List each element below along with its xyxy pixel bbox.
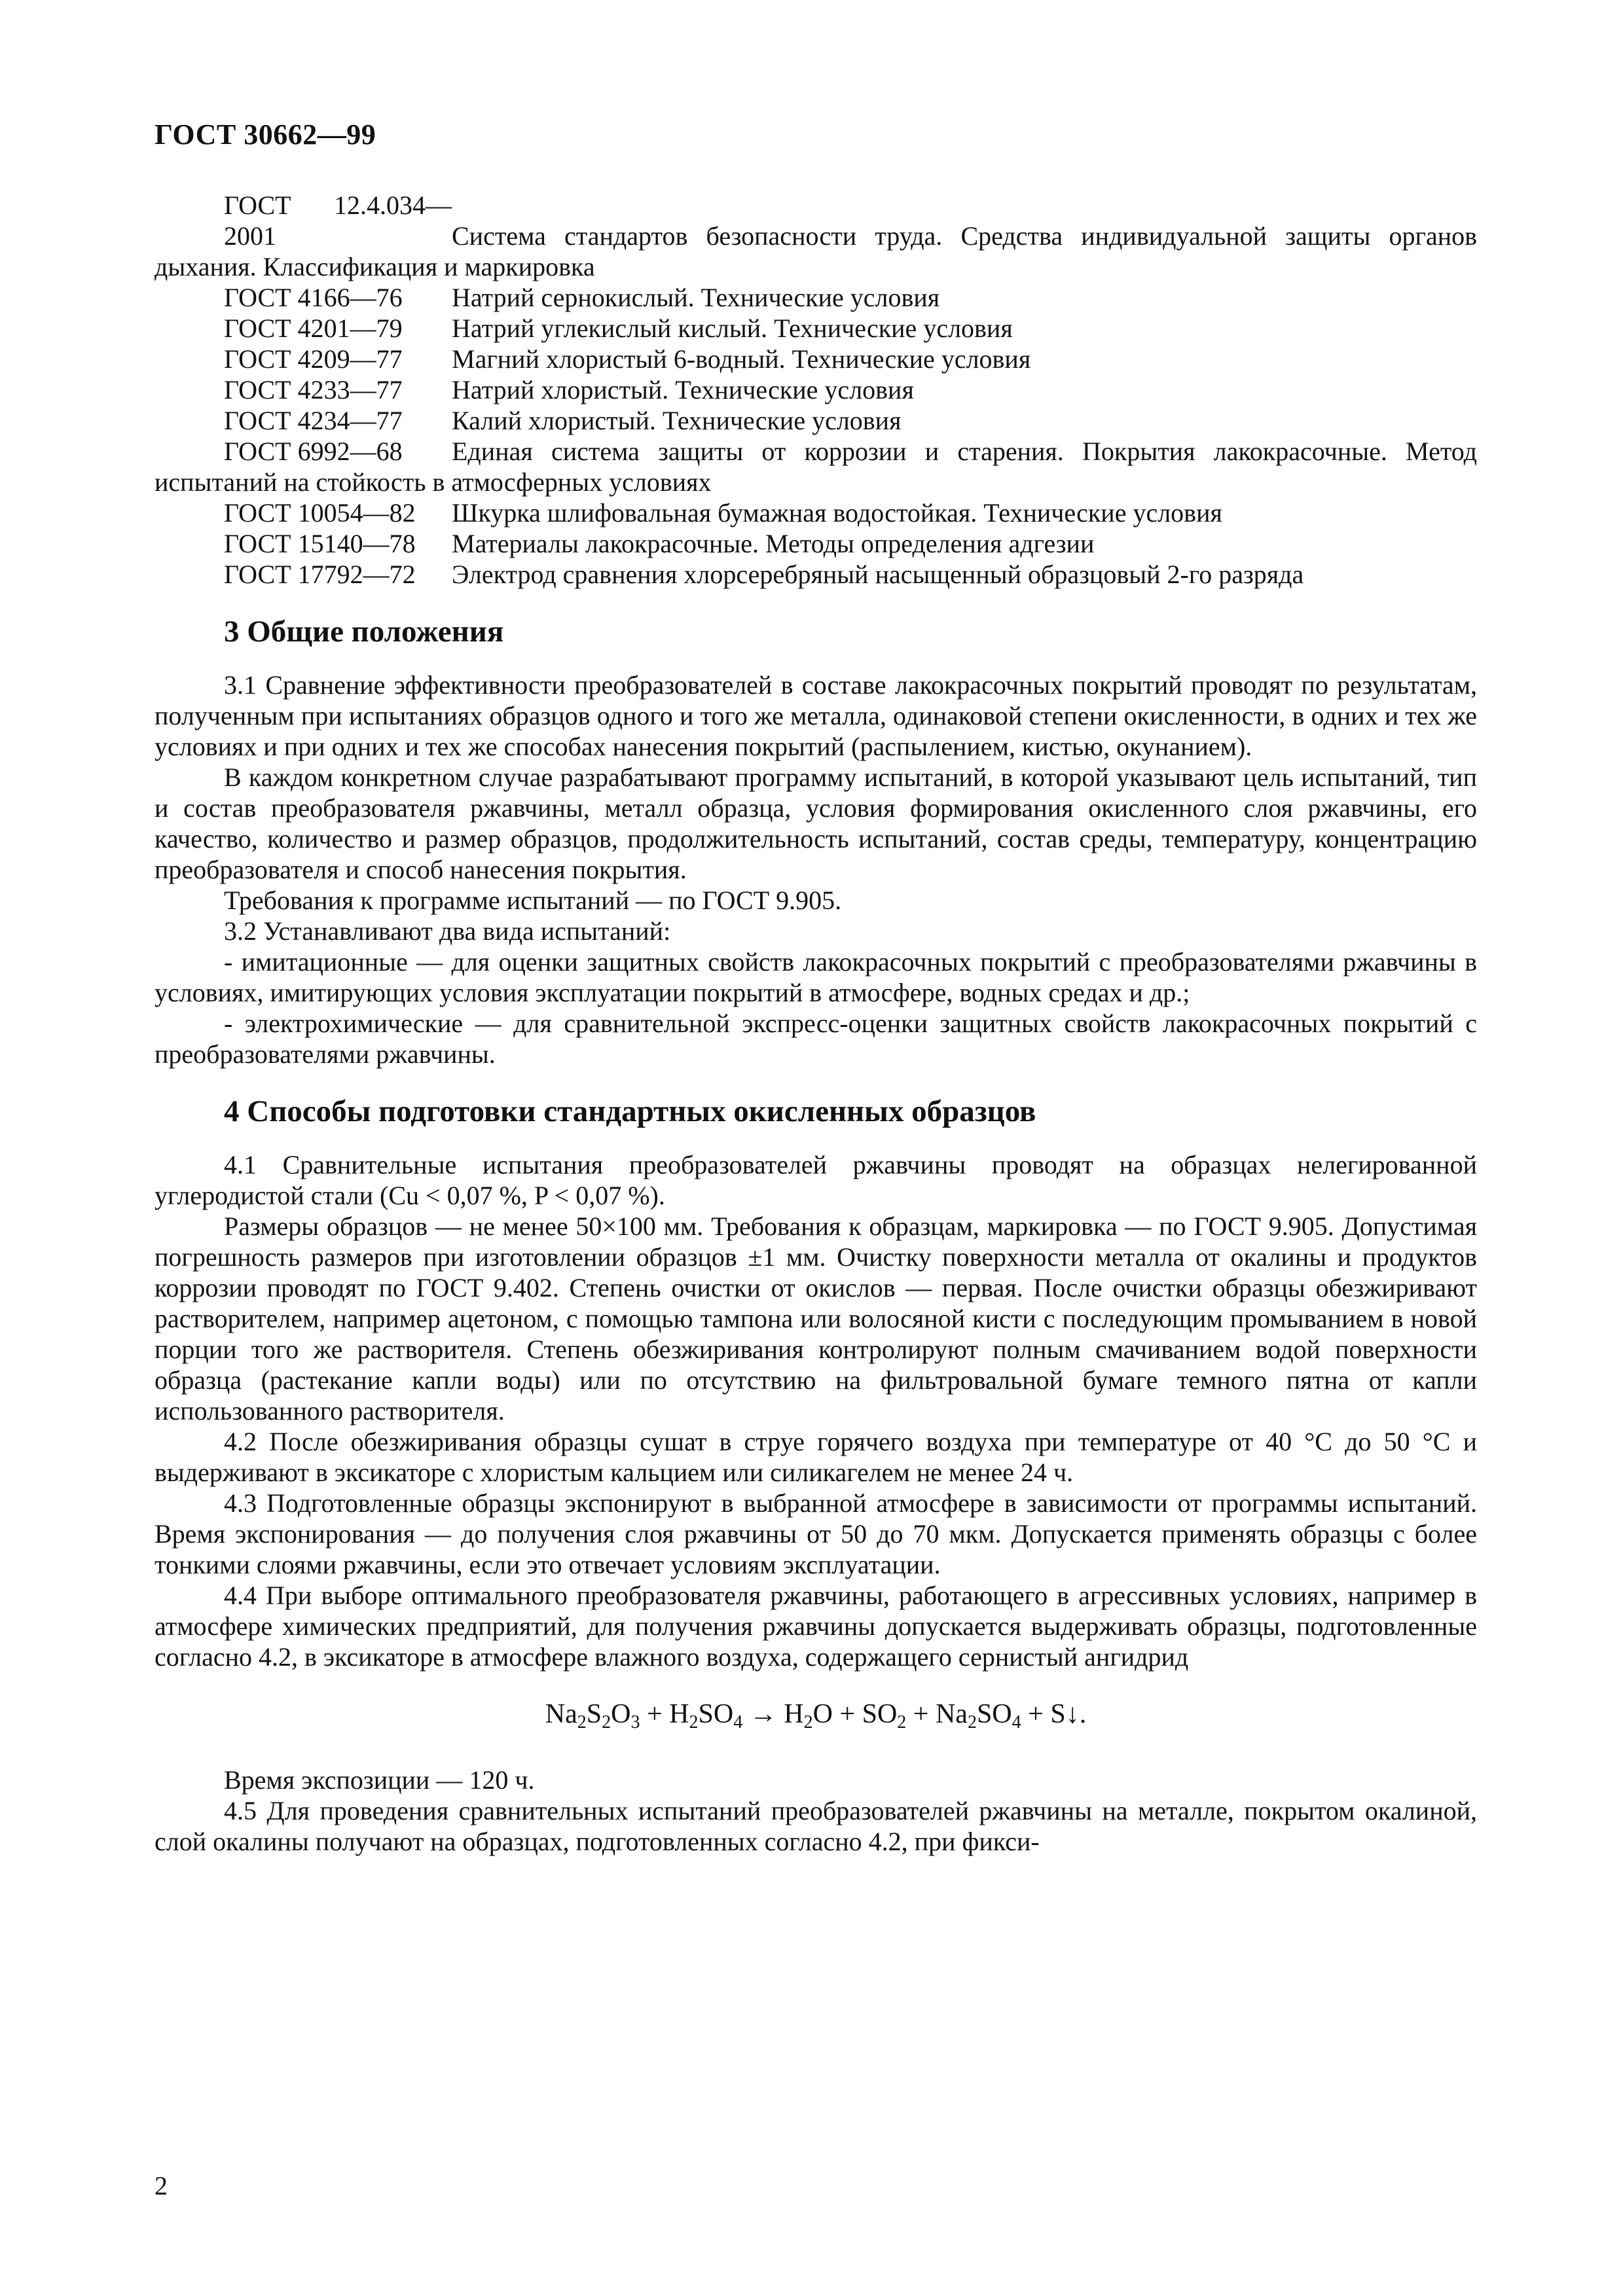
reference-item	[155, 374, 1477, 405]
reference-item	[155, 190, 1477, 282]
reference-title: Материалы лакокрасочные. Методы определения адгезии	[452, 529, 1095, 558]
reference-code: ГОСТ 10054—82	[224, 498, 416, 528]
paragraph: Требования к программе испытаний — по ГОСТ 9.905.	[224, 886, 842, 915]
reference-code: ГОСТ 4233—77	[224, 375, 403, 404]
reference-title: Шкурка шлифовальная бумажная водостойкая. Технические условия	[452, 498, 1222, 528]
references-list	[155, 190, 1477, 590]
reference-code: ГОСТ 4201—79	[224, 314, 403, 343]
document-body	[155, 190, 1477, 1857]
reference-code: ГОСТ 17792—72	[224, 560, 416, 589]
reference-item	[155, 497, 1477, 528]
reference-code: ГОСТ 6992—68	[224, 437, 403, 466]
document-header: ГОСТ 30662—99	[155, 118, 376, 151]
reference-item	[155, 559, 1477, 590]
section-4-heading: 4 Способы подготовки стандартных окисленных образцов	[224, 1094, 1036, 1128]
reference-title: Единая система защиты от коррозии и старения. Покрытия лакокрасочные. Метод испытаний на стойкость в атмосферных условиях	[155, 437, 1477, 497]
reference-code: ГОСТ 4209—77	[224, 344, 403, 374]
reference-code: ГОСТ 4234—77	[224, 406, 403, 435]
reference-item	[155, 313, 1477, 344]
paragraph: 4.3 Подготовленные образцы экспонируют в выбранной атмосфере в зависимости от программы испытаний. Время экспонирования — до получения слоя ржавчины от 50 до 70 мкм. Допускается применять образцы с более тонкими слоями ржавчины, если это отвечает условиям эксплуатации.	[155, 1488, 1477, 1579]
reference-code: ГОСТ 4166—76	[224, 283, 403, 312]
paragraph: 3.2 Устанавливают два вида испытаний:	[224, 916, 671, 946]
paragraph: В каждом конкретном случае разрабатывают программу испытаний, в которой указывают цель испытаний, тип и состав преобразователя ржавчины, металл образца, условия формирования окисленного слоя ржавчины, его качество, количество и размер образцов, продолжительность испытаний, состав среды, температуру, концентрацию преобразователя и способ нанесения покрытия.	[155, 762, 1477, 884]
reference-title: Натрий углекислый кислый. Технические условия	[452, 314, 1013, 343]
section-3-heading: 3 Общие положения	[224, 615, 504, 649]
paragraph: 3.1 Сравнение эффективности преобразователей в составе лакокрасочных покрытий проводят по результатам, полученным при испытаниях образцов одного и того же металла, одинаковой степени окисленности, в одних и тех же условиях и при одних и тех же способах нанесения покрытий (распылением, кистью, окунанием).	[155, 670, 1477, 761]
page-number: 2	[155, 2171, 168, 2200]
paragraph: 4.2 После обезжиривания образцы сушат в струе горячего воздуха при температуре от 40 °С до 50 °С и выдерживают в эксикаторе с хлористым кальцием или силикагелем не менее 24 ч.	[155, 1427, 1477, 1487]
paragraph: - электрохимические — для сравнительной экспресс-оценки защитных свойств лакокрасочных покрытий с преобразователями ржавчины.	[155, 1009, 1477, 1069]
reference-item	[155, 528, 1477, 559]
reference-item	[155, 405, 1477, 436]
reference-code: ГОСТ 12.4.034—2001	[224, 190, 452, 251]
reference-item	[155, 436, 1477, 497]
paragraph: Размеры образцов — не менее 50×100 мм. Требования к образцам, маркировка — по ГОСТ 9.905. Допустимая погрешность размеров при изготовлении образцов ±1 мм. Очистку поверхности металла от окалины и продуктов коррозии проводят по ГОСТ 9.402. Степень очистки от окислов — первая. После очистки образцы обезжиривают растворителем, например ацетоном, с помощью тампона или волосяной кисти с последующим промыванием в новой порции того же растворителя. Степень обезжиривания контролируют полным смачиванием водой поверхности образца (растекание капли воды) или по отсутствию на фильтровальной бумаге темного пятна от капли использованного растворителя.	[155, 1211, 1477, 1426]
reference-title: Натрий сернокислый. Технические условия	[452, 283, 940, 312]
reference-title: Натрий хлористый. Технические условия	[452, 375, 914, 404]
reference-title: Система стандартов безопасности труда. Средства индивидуальной защиты органов дыхания. Классификация и маркировка	[155, 221, 1477, 281]
reference-title: Электрод сравнения хлорсеребряный насыщенный образцовый 2-го разряда	[452, 560, 1304, 589]
paragraph: - имитационные — для оценки защитных свойств лакокрасочных покрытий с преобразователями ржавчины в условиях, имитирующих условия эксплуатации покрытий в атмосфере, водных средах и др.;	[155, 947, 1477, 1007]
paragraph: 4.4 При выборе оптимального преобразователя ржавчины, работающего в агрессивных условиях, например в атмосфере химических предприятий, для получения ржавчины допускается выдерживать образцы, подготовленные согласно 4.2, в эксикаторе в атмосфере влажного воздуха, содержащего сернистый ангидрид	[155, 1581, 1477, 1672]
reference-item	[155, 282, 1477, 313]
reference-title: Калий хлористый. Технические условия	[452, 406, 902, 435]
reference-title: Магний хлористый 6-водный. Технические условия	[452, 344, 1031, 374]
chemical-equation: $Na_2S_2O_3 + H_2SO_4 \to H_2O + SO_2 + Na_2SO_4$ + S↓.	[545, 1699, 1087, 1732]
paragraph: Время экспозиции — 120 ч.	[224, 1765, 535, 1795]
reference-item	[155, 344, 1477, 374]
reference-code: ГОСТ 15140—78	[224, 529, 416, 558]
paragraph: 4.1 Сравнительные испытания преобразователей ржавчины проводят на образцах нелегированной углеродистой стали (Cu < 0,07 %, P < 0,07 %).	[155, 1150, 1477, 1210]
paragraph: 4.5 Для проведения сравнительных испытаний преобразователей ржавчины на металле, покрытом окалиной, слой окалины получают на образцах, подготовленных согласно 4.2, при фикси-	[155, 1796, 1477, 1856]
